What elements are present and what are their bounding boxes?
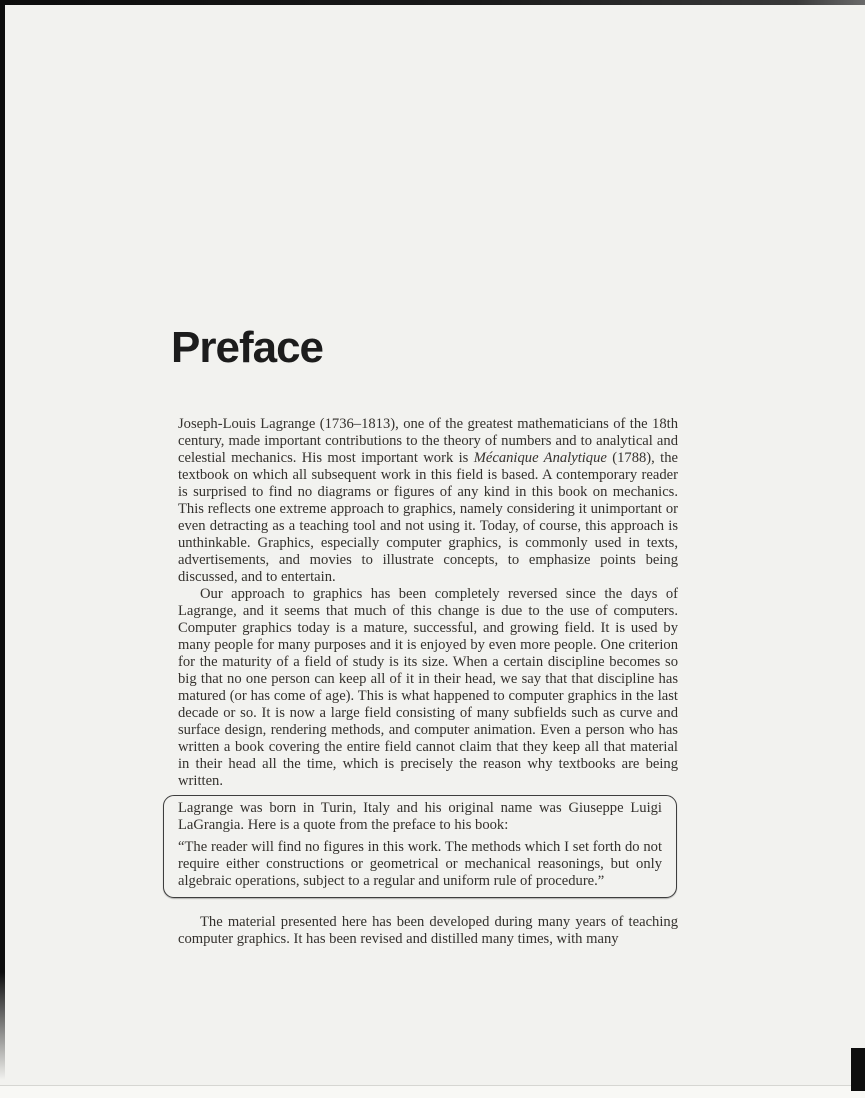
scan-corner-mark: [851, 1048, 865, 1091]
scan-bottom-strip: [0, 1086, 865, 1098]
scan-edge-top: [0, 0, 865, 5]
paragraph-1-text-after: (1788), the textbook on which all subsequent work in this field is based. A contemporary reader is surprised to find no diagrams or figures of any kind in this book on mechanics. This reflects one extreme approach to graphics, namely considering it unimportant or even detracting as a teaching tool and not using it. Today, of course, this approach is unthinkable. Graphics, especially computer graphics, is commonly used in texts, advertisements, and movies to illustrate concepts, to emphasize points being discussed, and to entertain.: [178, 450, 678, 585]
quote-box-intro: Lagrange was born in Turin, Italy and his original name was Giuseppe Luigi LaGrangia. Here is a quote from the preface to his book:: [178, 800, 662, 833]
paragraph-graphics-reversed: Our approach to graphics has been completely reversed since the days of Lagrange, and it seems that much of this change is due to the use of computers. Computer graphics today is a mature, successful, and growing field. It is used by many people for many purposes and it is enjoyed by even more people. One criterion for the maturity of a field of study is its size. When a certain discipline becomes so big that no one person can keep all of it in their head, we say that that discipline has matured (or has come of age). This is what happened to computer graphics in the last decade or so. It is now a large field consisting of many subfields such as curve and surface design, rendering methods, and computer animation. Even a person who has written a book covering the entire field cannot claim that they keep all that material in their head all the time, which is precisely the reason why textbooks are being written.: [178, 586, 678, 789]
paragraph-lagrange-intro: [178, 416, 678, 586]
page-title: Preface: [171, 323, 324, 372]
book-title-italic: Mécanique Analytique: [473, 450, 607, 466]
page-content: [171, 323, 678, 948]
paragraph-1-text-before: Joseph-Louis Lagrange (1736–1813), one of the greatest mathematicians of the 18th century, made important contributions to the theory of numbers and to analytical and celestial mechanics. His most important work is: [178, 416, 678, 466]
quote-box-quote: “The reader will find no figures in this work. The methods which I set forth do not require either constructions or geometrical or mechanical reasonings, but only algebraic operations, subject to a regular and uniform rule of procedure.”: [178, 839, 662, 889]
paragraph-closing: The material presented here has been developed during many years of teaching computer graphics. It has been revised and distilled many times, with many: [178, 914, 678, 947]
quote-box: [163, 795, 677, 898]
scan-edge-left: [0, 0, 5, 1080]
